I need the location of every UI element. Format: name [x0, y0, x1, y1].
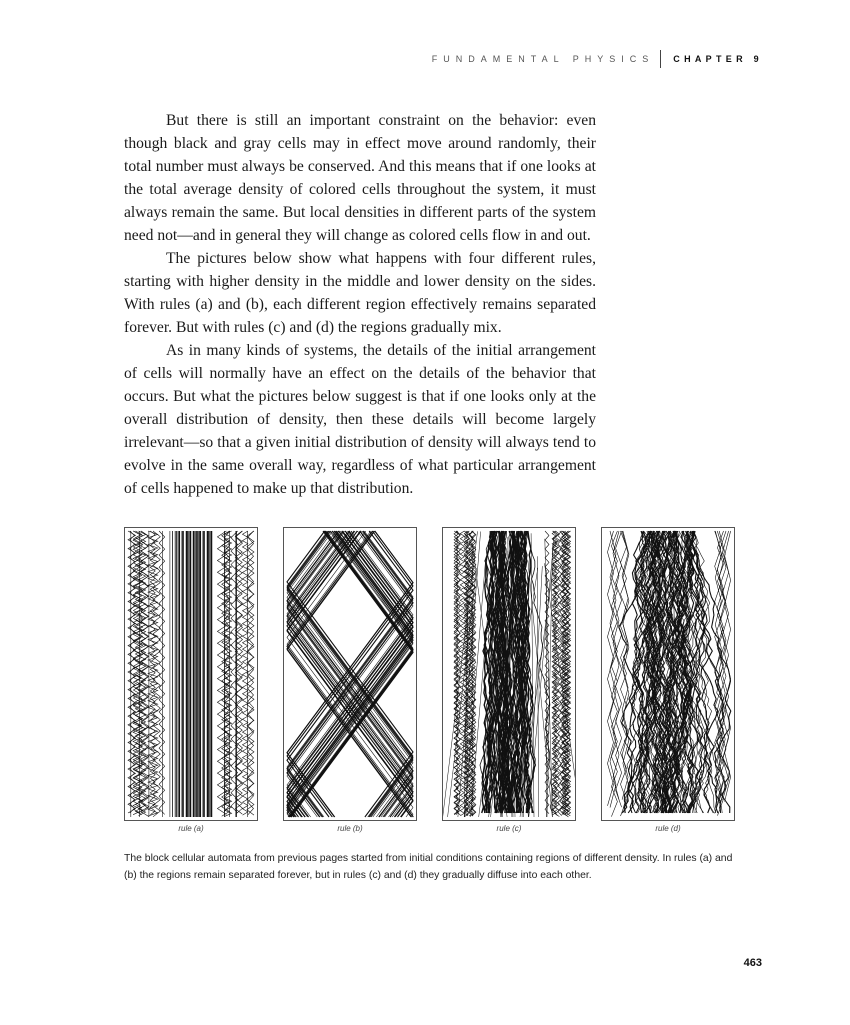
body-text — [124, 109, 596, 500]
rule-a-pattern — [124, 527, 258, 821]
rule-c-pattern — [442, 527, 576, 821]
panel-rule-a — [124, 527, 258, 833]
automata-figure — [124, 527, 736, 837]
panel-label: rule (b) — [337, 824, 363, 833]
running-head — [432, 50, 763, 68]
panel-rule-d — [601, 527, 735, 833]
header-divider — [660, 50, 661, 68]
chapter-label: CHAPTER 9 — [673, 54, 763, 64]
rule-d-pattern — [601, 527, 735, 821]
paragraph-1: But there is still an important constraint on the behavior: even though black and gray cells may in effect move around randomly, their total number must always be conserved. And this means that if one looks at the total average density of colored cells throughout the system, it must always remain the same. But local densities in different parts of the system need not—and in general they will change as colored cells flow in and out. — [124, 112, 596, 244]
panel-rule-c — [442, 527, 576, 833]
panel-label: rule (d) — [655, 824, 681, 833]
panel-label: rule (a) — [178, 824, 204, 833]
section-title: FUNDAMENTAL PHYSICS — [431, 54, 655, 64]
figure-caption: The block cellular automata from previous pages started from initial conditions containing regions of different density. In rules (a) and (b) the regions remain separated forever, but in rules (c) and (d) they gradually diffuse into each other. — [124, 853, 733, 881]
paragraph-2: The pictures below show what happens with four different rules, starting with higher density in the middle and lower density on the sides. With rules (a) and (b), each different region effectively remains separated forever. But with rules (c) and (d) the regions gradually mix. — [124, 250, 596, 336]
page-number: 463 — [743, 957, 762, 969]
rule-b-pattern — [283, 527, 417, 821]
panel-label: rule (c) — [496, 824, 522, 833]
paragraph-3: As in many kinds of systems, the details of the initial arrangement of cells will normally have an effect on the details of the behavior that occurs. But what the pictures below suggest is that if one looks only at the overall distribution of density, then these details will become largely irrelevant—so that a given initial distribution of density will always tend to evolve in the same overall way, regardless of what particular arrangement of cells happened to make up that distribution. — [124, 342, 596, 497]
panel-rule-b — [283, 527, 417, 833]
